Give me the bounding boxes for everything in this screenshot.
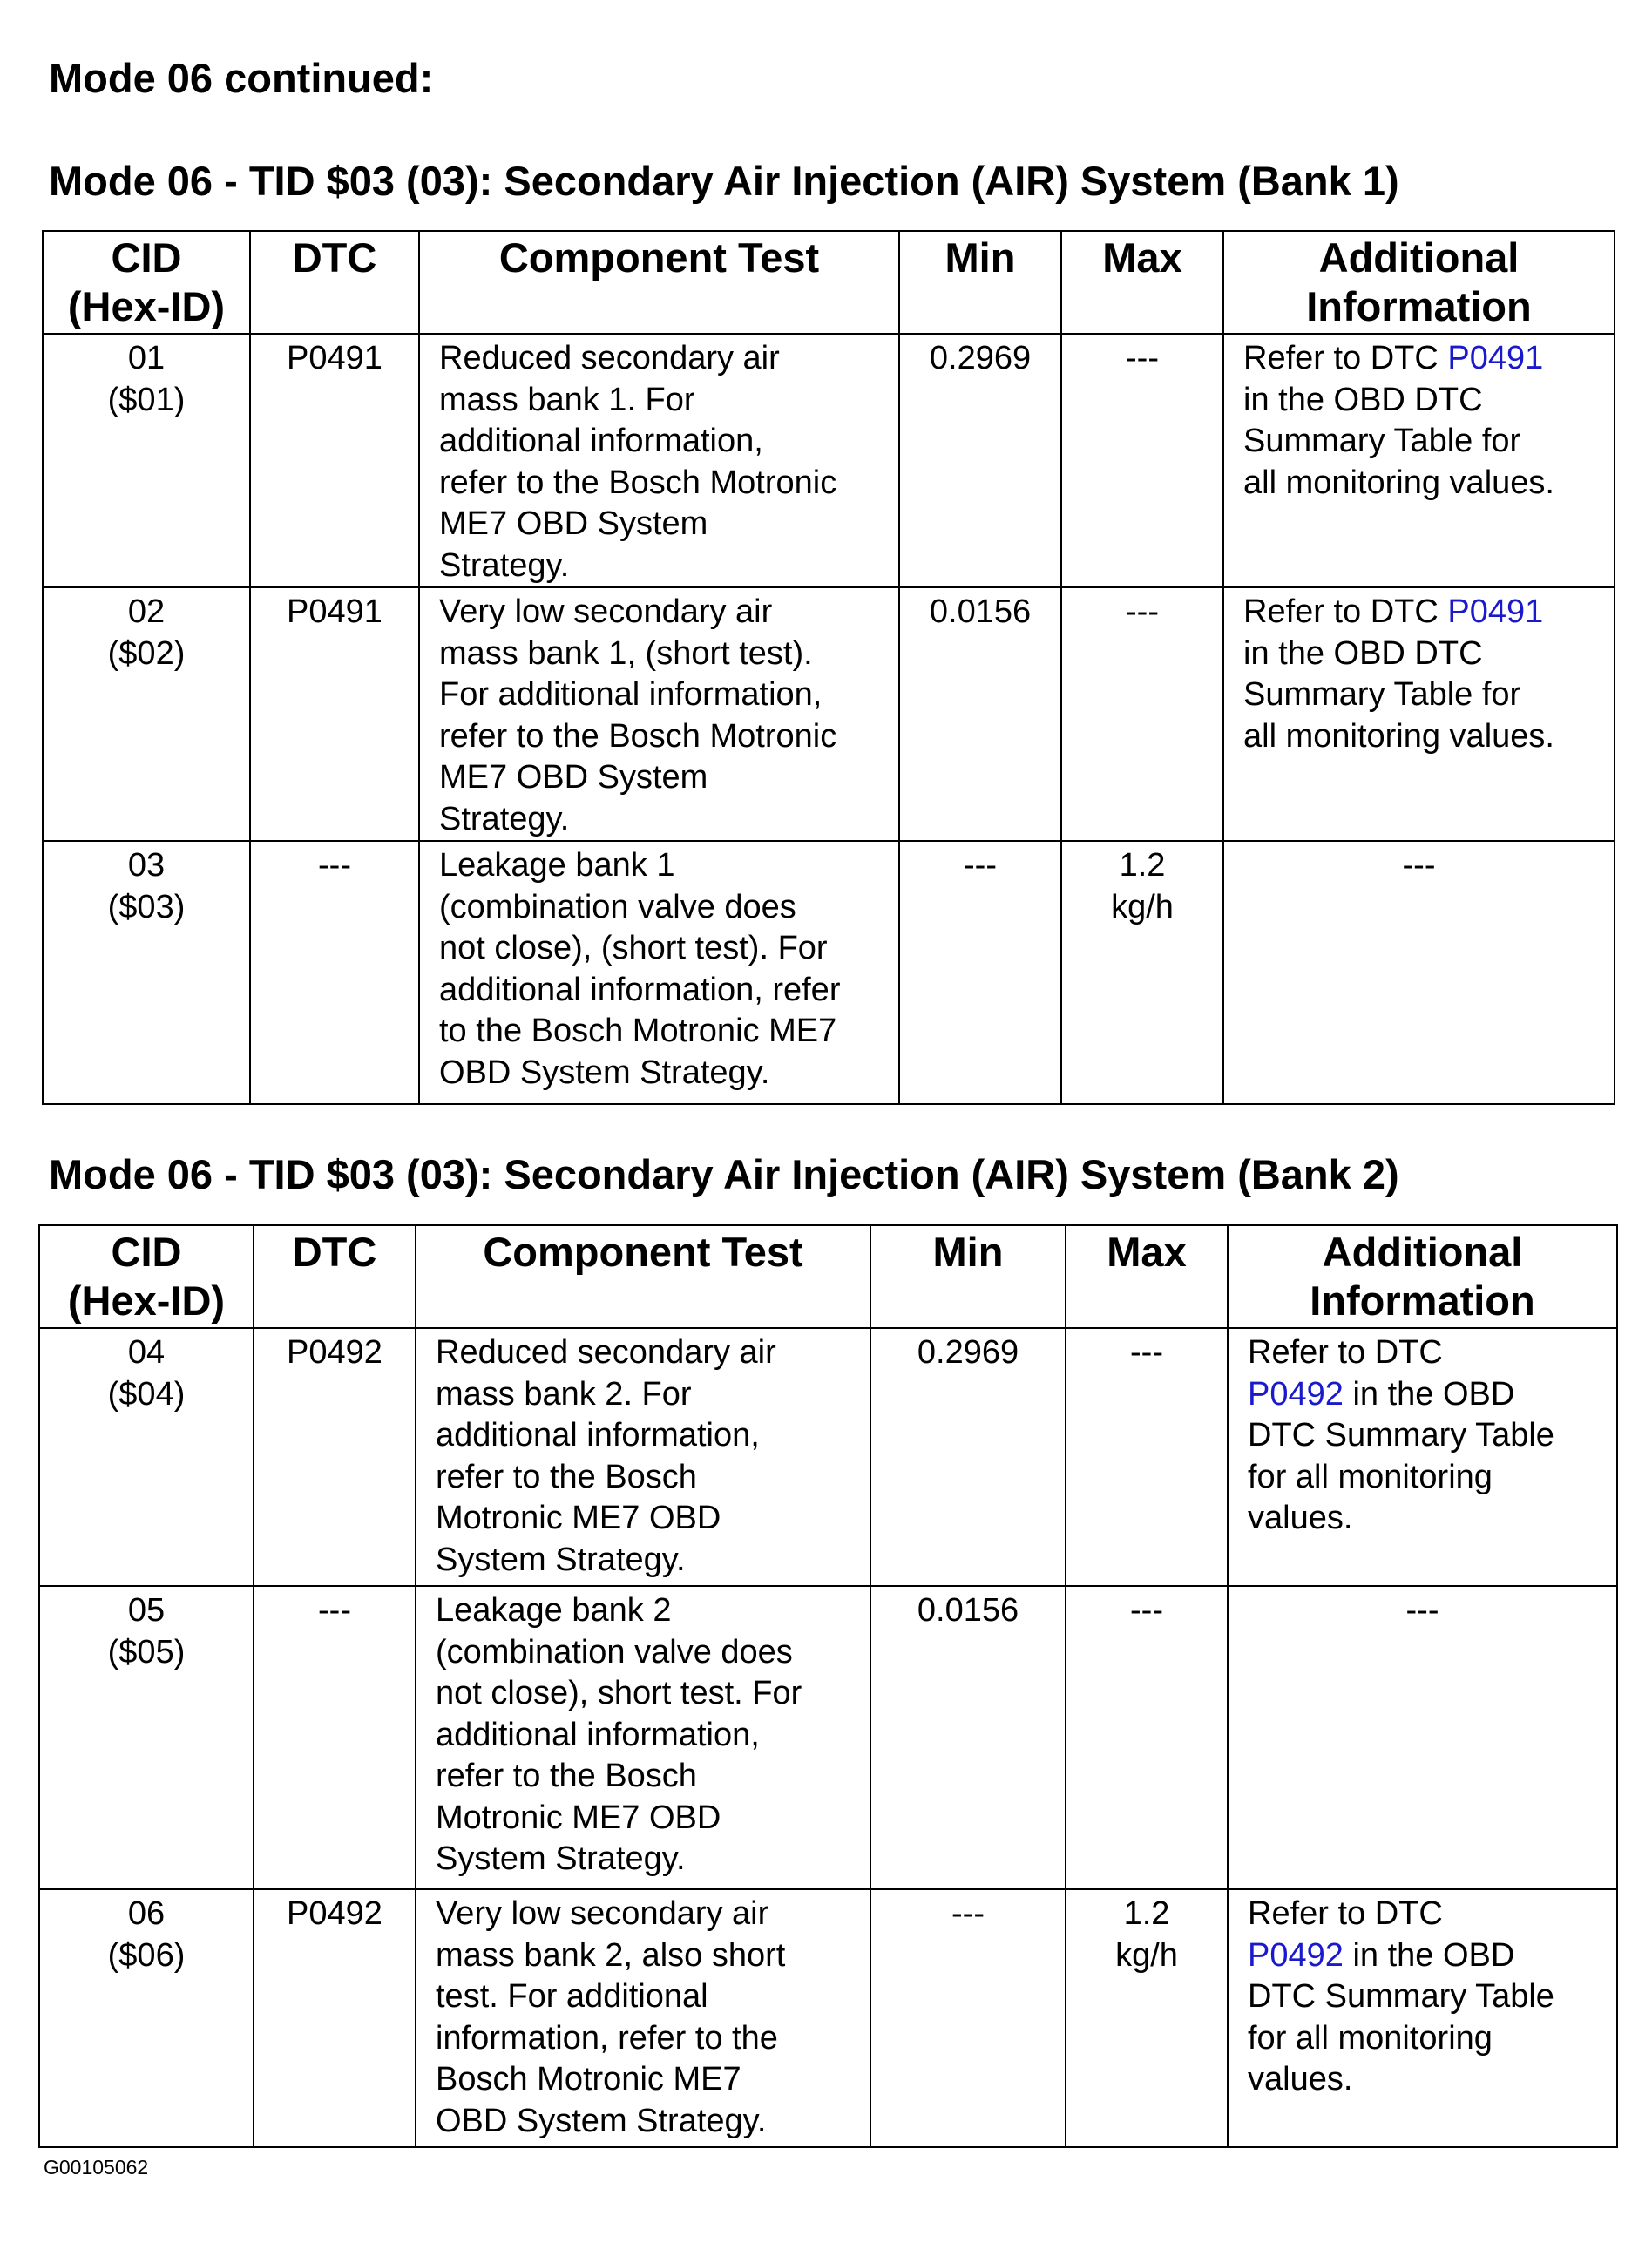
header-max: Max — [1061, 231, 1223, 334]
cid-cell: 05 ($05) — [39, 1586, 254, 1889]
min-cell: --- — [899, 841, 1061, 1104]
table-row — [43, 841, 1615, 1104]
component-test-cell: Leakage bank 1 (combination valve does not close), (short test). For additional information, refer to the Bosch Motronic ME7 OBD System Strategy. — [419, 841, 899, 1104]
component-test-cell: Very low secondary air mass bank 1, (short test). For additional information, refer to the Bosch Motronic ME7 OBD System Strategy. — [419, 587, 899, 841]
min-cell: 0.2969 — [870, 1328, 1066, 1586]
header-max: Max — [1066, 1225, 1228, 1328]
table-row — [39, 1889, 1617, 2147]
dtc-cell: P0491 — [250, 334, 419, 587]
table-row — [39, 1328, 1617, 1586]
table1-title: Mode 06 - TID $03 (03): Secondary Air Injection (AIR) System (Bank 1) — [49, 158, 1399, 204]
dtc-link[interactable]: P0492 — [1248, 1936, 1344, 1974]
cid-cell: 06 ($06) — [39, 1889, 254, 2147]
table-row — [43, 334, 1615, 587]
dtc-cell: P0492 — [254, 1889, 416, 2147]
table2-title: Mode 06 - TID $03 (03): Secondary Air Injection (AIR) System (Bank 2) — [49, 1151, 1399, 1197]
component-test-cell: Very low secondary air mass bank 2, also short test. For additional information, refer to the Bosch Motronic ME7 OBD System Strategy. — [416, 1889, 870, 2147]
max-cell: --- — [1061, 587, 1223, 841]
table-row — [39, 1586, 1617, 1889]
cid-cell: 03 ($03) — [43, 841, 250, 1104]
additional-info-cell: Refer to DTC P0492 in the OBD DTC Summary Table for all monitoring values. — [1228, 1328, 1617, 1586]
additional-info-cell: Refer to DTC P0491 in the OBD DTC Summary Table for all monitoring values. — [1223, 587, 1615, 841]
component-test-cell: Reduced secondary air mass bank 1. For additional information, refer to the Bosch Motronic ME7 OBD System Strategy. — [419, 334, 899, 587]
cid-cell: 01 ($01) — [43, 334, 250, 587]
cid-cell: 04 ($04) — [39, 1328, 254, 1586]
max-cell: 1.2 kg/h — [1061, 841, 1223, 1104]
table-row — [43, 587, 1615, 841]
header-min: Min — [870, 1225, 1066, 1328]
header-dtc: DTC — [254, 1225, 416, 1328]
bank1-table — [42, 230, 1615, 1105]
header-dtc: DTC — [250, 231, 419, 334]
min-cell: 0.0156 — [870, 1586, 1066, 1889]
max-cell: --- — [1066, 1328, 1228, 1586]
component-test-cell: Reduced secondary air mass bank 2. For additional information, refer to the Bosch Motronic ME7 OBD System Strategy. — [416, 1328, 870, 1586]
table-header-row — [39, 1225, 1617, 1328]
dtc-cell: P0492 — [254, 1328, 416, 1586]
dtc-link[interactable]: P0491 — [1447, 340, 1544, 376]
dtc-link[interactable]: P0491 — [1447, 593, 1544, 630]
header-cid: CID (Hex-ID) — [39, 1225, 254, 1328]
min-cell: 0.0156 — [899, 587, 1061, 841]
header-cid: CID (Hex-ID) — [43, 231, 250, 334]
additional-info-cell: Refer to DTC P0492 in the OBD DTC Summary Table for all monitoring values. — [1228, 1889, 1617, 2147]
dtc-cell: --- — [254, 1586, 416, 1889]
component-test-cell: Leakage bank 2 (combination valve does not close), short test. For additional information, refer to the Bosch Motronic ME7 OBD System Strategy. — [416, 1586, 870, 1889]
max-cell: --- — [1066, 1586, 1228, 1889]
dtc-link[interactable]: P0492 — [1248, 1375, 1344, 1413]
cid-cell: 02 ($02) — [43, 587, 250, 841]
dtc-cell: --- — [250, 841, 419, 1104]
additional-info-cell: --- — [1228, 1586, 1617, 1889]
header-min: Min — [899, 231, 1061, 334]
additional-info-cell: Refer to DTC P0491 in the OBD DTC Summary Table for all monitoring values. — [1223, 334, 1615, 587]
table-header-row — [43, 231, 1615, 334]
figure-id: G00105062 — [44, 2156, 149, 2179]
min-cell: --- — [870, 1889, 1066, 2147]
min-cell: 0.2969 — [899, 334, 1061, 587]
max-cell: 1.2 kg/h — [1066, 1889, 1228, 2147]
page-heading: Mode 06 continued: — [49, 55, 434, 101]
header-component-test: Component Test — [419, 231, 899, 334]
header-additional-information: Additional Information — [1223, 231, 1615, 334]
header-additional-information: Additional Information — [1228, 1225, 1617, 1328]
header-component-test: Component Test — [416, 1225, 870, 1328]
additional-info-cell: --- — [1223, 841, 1615, 1104]
max-cell: --- — [1061, 334, 1223, 587]
dtc-cell: P0491 — [250, 587, 419, 841]
bank2-table — [38, 1224, 1618, 2148]
